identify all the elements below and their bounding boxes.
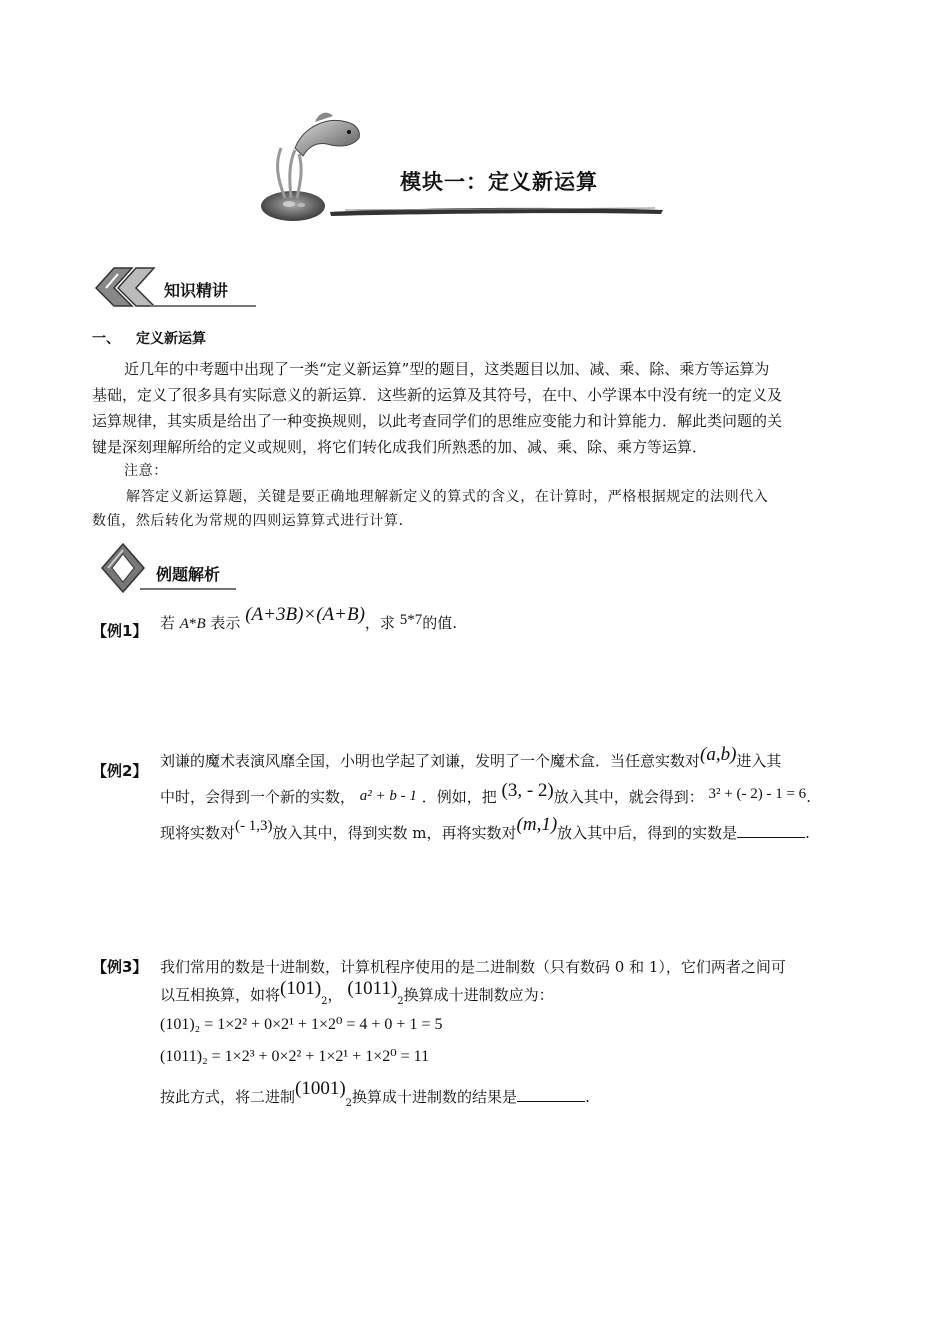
example-2-answer-blank[interactable]	[737, 823, 805, 838]
example-3-label: 【例3】	[92, 958, 148, 976]
example-2-label: 【例2】	[92, 762, 148, 780]
paragraph-line-3: 运算规律，其实质是给出了一种变换规则，以此考查同学们的思维应变能力和计算能力．解此类问题的关	[92, 412, 783, 430]
examples-header-rule	[140, 588, 236, 590]
example-3-equation-2: (1011)₂ = 1×2³ + 0×2² + 1×2¹ + 1×2⁰ = 11	[160, 1048, 430, 1065]
note-label: 注意：	[124, 463, 168, 479]
knowledge-header-title: 知识精讲	[164, 281, 229, 300]
examples-header-icon	[100, 542, 146, 594]
note-line-1: 解答定义新运算题，关键是要正确地理解新定义的算式的含义，在计算时，严格根据规定的法则代入	[126, 489, 769, 505]
module-title: 模块一：定义新运算	[400, 170, 598, 194]
paragraph-line-2: 基础，定义了很多具有实际意义的新运算．这些新的运算及其符号，在中、小学课本中没有统一的定义及	[92, 386, 783, 404]
examples-header-title: 例题解析	[156, 565, 221, 584]
example-3-answer-blank[interactable]	[517, 1087, 585, 1102]
example-2-line-1: 刘谦的魔术表演风靡全国，小明也学起了刘谦，发明了一个魔术盒．当任意实数对(a,b)进入其	[160, 744, 782, 770]
example-1-expression: (A+3B)×(A+B)	[245, 604, 365, 625]
knowledge-header-rule	[150, 305, 256, 307]
example-2-line-2: 中时，会得到一个新的实数， a² + b - 1 ．例如，把 (3, - 2)放入其中，就会得到： 3² + (- 2) - 1 = 6.	[160, 780, 811, 806]
example-3-equation-1: (101)₂ = 1×2² + 0×2¹ + 1×2⁰ = 4 + 0 + 1 = 5	[160, 1016, 443, 1033]
knowledge-header-icon	[92, 262, 158, 308]
example-2-line-3: 现将实数对(- 1,3)放入其中，得到实数 m，再将实数对(m,1)放入其中后，得到的实数是 .	[160, 814, 810, 842]
section-number: 一、	[92, 331, 120, 347]
example-3-line-5: 按此方式，将二进制$(1001)_2$换算成十进制数的结果是 .	[160, 1078, 590, 1109]
note-line-2: 数值，然后转化为常规的四则运算算式进行计算．	[92, 513, 414, 529]
example-1-query: 5*7	[399, 612, 423, 628]
paragraph-line-4: 键是深刻理解所给的定义或规则，将它们转化成我们所熟悉的加、减、乘、除、乘方等运算．	[92, 438, 708, 456]
section-title: 定义新运算	[136, 331, 206, 347]
paragraph-line-1: 近几年的中考题中出现了一类“定义新运算”型的题目，这类题目以加、减、乘、除、乘方等运算为	[124, 360, 770, 378]
example-3-line-2: 以互相换算，如将$(101)_2$， $(1011)_2$换算成十进制数应为：	[160, 978, 554, 1007]
example-3-line-1: 我们常用的数是十进制数，计算机程序使用的是二进制数（只有数码 0 和 1），它们两者之间可	[160, 958, 786, 976]
example-1-label: 【例1】	[92, 622, 148, 640]
example-1-text: 若 A*B 表示 (A+3B)×(A+B)，求 5*7的值.	[160, 604, 457, 632]
